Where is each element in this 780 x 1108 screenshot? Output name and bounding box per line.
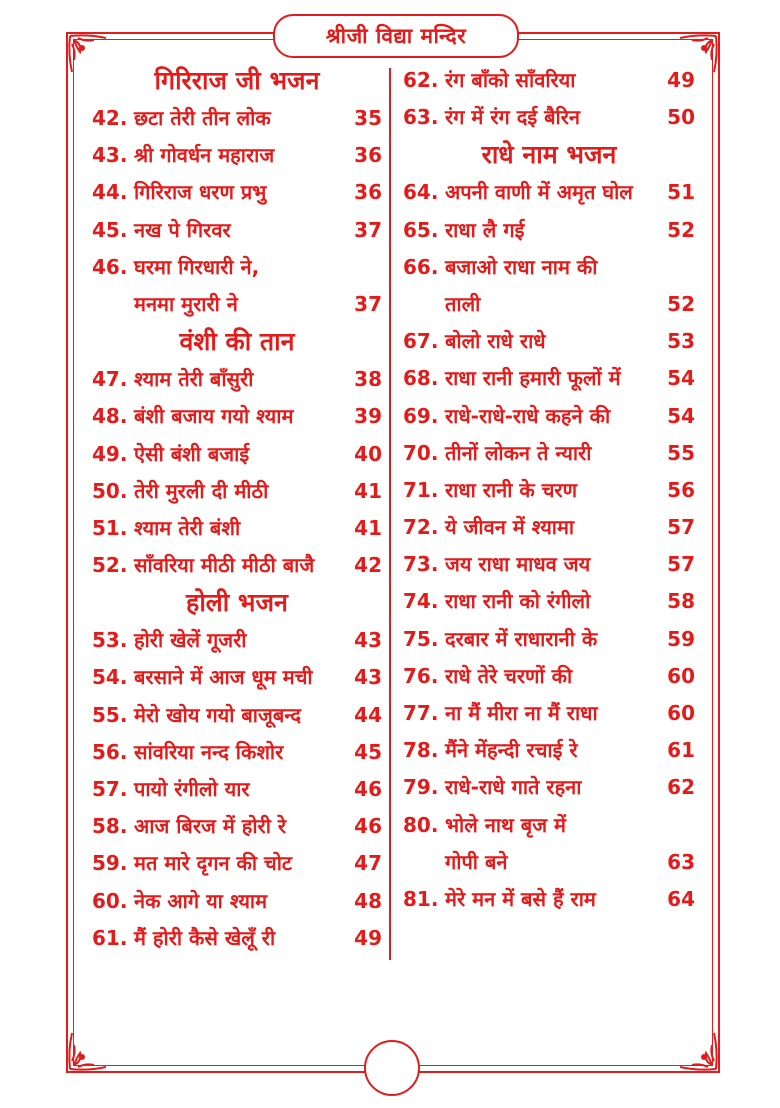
toc-entry-num: 53. [92, 628, 128, 653]
toc-entry-num: 81. [403, 886, 439, 911]
toc-entry-page: 49 [354, 925, 382, 950]
toc-entry [403, 583, 695, 620]
toc-entry-page: 52 [667, 217, 695, 242]
toc-entry-title: ताली [445, 291, 481, 316]
toc-entry-page: 51 [667, 180, 695, 205]
toc-entry-num: 58. [92, 814, 128, 839]
toc-entry [92, 771, 382, 808]
toc-entry [92, 212, 382, 249]
toc-entry [92, 174, 382, 211]
toc-entry-num: 66. [403, 254, 439, 279]
toc-entry-num: 63. [403, 105, 439, 130]
toc-entry-page: 48 [354, 888, 382, 913]
toc-entry-num: 78. [403, 738, 439, 763]
toc-entry-title: नेक आगे या श्याम [134, 888, 268, 913]
toc-entry-num: 44. [92, 180, 128, 205]
toc-entry-num: 54. [92, 665, 128, 690]
toc-entry-title: मेरे मन में बसे हैं राम [445, 886, 596, 911]
toc-entry-page: 47 [354, 851, 382, 876]
toc-entry [92, 510, 382, 547]
toc-entry [403, 62, 695, 99]
toc-entry [92, 659, 382, 696]
toc-entry-page: 37 [354, 217, 382, 242]
toc-entry-num: 55. [92, 702, 128, 727]
section-heading: गिरिराज जी भजन [154, 66, 320, 95]
toc-entry-title: ये जीवन में श्यामा [445, 515, 575, 540]
toc-entry [403, 323, 695, 360]
toc-entry-page: 60 [667, 663, 695, 688]
toc-entry-title: मैंने मेंहन्दी रचाई रे [445, 738, 578, 763]
toc-entry-num: 56. [92, 739, 128, 764]
toc-entry-num: 46. [92, 254, 128, 279]
toc-entry-title: छटा तेरी तीन लोक [134, 106, 271, 130]
toc-entry [92, 845, 382, 882]
toc-entry-title: श्याम तेरी बंशी [134, 515, 241, 540]
toc-entry-num: 69. [403, 403, 439, 428]
toc-entry-page: 60 [667, 701, 695, 725]
toc-entry-title: राधे तेरे चरणों की [445, 663, 573, 688]
toc-entry [403, 546, 695, 583]
toc-entry [403, 472, 695, 509]
toc-entry-num: 60. [92, 888, 128, 913]
toc-entry-page: 41 [354, 478, 382, 503]
toc-entry [403, 807, 695, 844]
toc-entry [403, 881, 695, 918]
toc-entry-num: 79. [403, 775, 439, 800]
toc-entry-title: दरबार में राधारानी के [445, 626, 598, 651]
toc-entry-title: गिरिराज धरण प्रभु [134, 180, 267, 205]
toc-entry-num: 49. [92, 441, 128, 466]
toc-entry [403, 360, 695, 397]
toc-entry-title: आज बिरज में होरी रे [134, 814, 287, 839]
toc-entry-num: 42. [92, 106, 128, 130]
toc-entry [403, 249, 695, 286]
toc-entry-page: 36 [354, 143, 382, 168]
toc-entry-title: ना मैं मीरा ना मैं राधा [445, 701, 598, 725]
toc-entry [403, 174, 695, 211]
toc-entry-num: 71. [403, 477, 439, 502]
toc-entry-page: 58 [667, 589, 695, 614]
toc-entry-title: नख पे गिरवर [134, 217, 231, 242]
toc-entry [403, 435, 695, 472]
footer-circle-ornament [364, 1040, 420, 1096]
toc-entry-page: 57 [667, 515, 695, 540]
toc-entry [92, 137, 382, 174]
toc-entry-title: पायो रंगीलो यार [134, 777, 250, 801]
toc-entry [92, 436, 382, 473]
toc-entry-page: 52 [667, 291, 695, 316]
toc-entry-title: राधा रानी को रंगीलो [445, 589, 591, 614]
section-heading: वंशी की तान [179, 327, 295, 357]
toc-entry [403, 621, 695, 658]
toc-entry-num: 62. [403, 68, 439, 92]
toc-entry-page: 63 [667, 849, 695, 874]
toc-entry [92, 697, 382, 734]
toc-entry-num: 75. [403, 626, 439, 651]
toc-entry-page: 56 [667, 477, 695, 502]
toc-entry-title: बोलो राधे राधे [445, 329, 546, 354]
toc-entry-num: 47. [92, 367, 128, 392]
toc-entry-title: सांवरिया नन्द किशोर [134, 739, 284, 764]
corner-ornament-icon [676, 1029, 720, 1073]
toc-entry [92, 249, 382, 286]
right-column [403, 62, 695, 918]
toc-entry-title: घरमा गिरधारी ने, [134, 254, 260, 279]
toc-entry [403, 732, 695, 769]
toc-entry-page: 62 [667, 775, 695, 800]
left-column [92, 62, 382, 957]
toc-entry-num: 48. [92, 404, 128, 429]
toc-entry-num: 65. [403, 217, 439, 242]
corner-ornament-icon [66, 1029, 110, 1073]
toc-entry-num: 70. [403, 440, 439, 465]
toc-entry-page: 42 [354, 553, 382, 578]
toc-entry-title: भोले नाथ बृज में [445, 812, 566, 837]
toc-entry-num: 43. [92, 143, 128, 168]
toc-entry-num: 57. [92, 777, 128, 801]
toc-entry-num: 64. [403, 180, 439, 205]
toc-entry [92, 808, 382, 845]
toc-entry [403, 844, 695, 881]
toc-entry-title: राधे-राधे गाते रहना [445, 775, 582, 800]
toc-entry [403, 398, 695, 435]
toc-entry-title: मत मारे दृगन की चोट [134, 851, 293, 876]
toc-entry-page: 36 [354, 180, 382, 205]
toc-entry [403, 99, 695, 136]
toc-entry-num: 52. [92, 553, 128, 578]
toc-entry-page: 43 [354, 628, 382, 653]
toc-entry-page: 43 [354, 665, 382, 690]
column-divider [389, 68, 391, 960]
toc-entry-title: गोपी बने [445, 849, 508, 874]
toc-entry-page: 55 [667, 440, 695, 465]
toc-entry [92, 883, 382, 920]
toc-entry-title: जय राधा माधव जय [445, 552, 591, 577]
toc-entry-num: 51. [92, 515, 128, 540]
toc-entry-title: श्री गोवर्धन महाराज [134, 143, 275, 168]
toc-entry-page: 40 [354, 441, 382, 466]
toc-entry-page: 46 [354, 777, 382, 801]
toc-entry [403, 212, 695, 249]
toc-entry-title: ऐसी बंशी बजाई [134, 441, 250, 466]
toc-entry [92, 286, 382, 323]
toc-entry-title: राधे-राधे-राधे कहने की [445, 403, 611, 428]
page-header-title: श्रीजी विद्या मन्दिर [273, 14, 519, 58]
section-heading: होली भजन [186, 588, 288, 618]
toc-entry-title: बरसाने में आज धूम मची [134, 665, 313, 690]
toc-entry-title: साँवरिया मीठी मीठी बाजै [134, 553, 315, 578]
toc-entry-num: 76. [403, 663, 439, 688]
toc-entry-page: 64 [667, 886, 695, 911]
toc-entry-num: 50. [92, 478, 128, 503]
toc-entry-page: 46 [354, 814, 382, 839]
toc-entry-num: 61. [92, 925, 128, 950]
toc-entry [92, 622, 382, 659]
toc-entry-page: 59 [667, 626, 695, 651]
toc-entry [403, 509, 695, 546]
toc-entry [403, 658, 695, 695]
toc-entry-title: श्याम तेरी बाँसुरी [134, 367, 254, 392]
toc-entry-page: 41 [354, 515, 382, 540]
toc-entry-page: 50 [667, 105, 695, 130]
toc-entry-title: मैं होरी कैसे खेलूँ री [134, 925, 276, 950]
toc-entry-num: 77. [403, 701, 439, 725]
toc-entry-page: 44 [354, 702, 382, 727]
toc-entry-num: 73. [403, 552, 439, 577]
toc-entry-title: मेरो खोय गयो बाजूबन्द [134, 702, 302, 727]
toc-entry-title: तीनों लोकन ते न्यारी [445, 440, 592, 465]
toc-entry-num: 67. [403, 329, 439, 354]
toc-entry-page: 57 [667, 552, 695, 577]
toc-entry-title: राधा रानी के चरण [445, 477, 578, 502]
toc-entry-page: 53 [667, 329, 695, 354]
toc-entry-page: 35 [354, 106, 382, 130]
toc-entry-title: बजाओ राधा नाम की [445, 254, 598, 279]
toc-entry-num: 45. [92, 217, 128, 242]
toc-entry-page: 61 [667, 738, 695, 763]
toc-entry-num: 59. [92, 851, 128, 876]
toc-entry-title: बंशी बजाय गयो श्याम [134, 404, 294, 429]
toc-entry [92, 398, 382, 435]
toc-entry-title: रंग बाँको साँवरिया [445, 68, 576, 92]
toc-entry-page: 37 [354, 291, 382, 316]
toc-entry [403, 286, 695, 323]
toc-entry-title: होरी खेलें गूजरी [134, 628, 247, 653]
toc-entry-num: 74. [403, 589, 439, 614]
toc-entry-title: रंग में रंग दई बैरिन [445, 105, 581, 130]
toc-entry-title: तेरी मुरली दी मीठी [134, 478, 269, 503]
toc-entry [92, 734, 382, 771]
toc-entry [92, 100, 382, 137]
section-heading: राधे नाम भजन [481, 140, 617, 170]
toc-entry-page: 38 [354, 367, 382, 392]
toc-entry [92, 920, 382, 957]
toc-entry [92, 473, 382, 510]
toc-entry-num: 68. [403, 366, 439, 391]
toc-entry-page: 39 [354, 404, 382, 429]
toc-entry-title: राधा रानी हमारी फूलों में [445, 366, 621, 391]
toc-entry [403, 769, 695, 806]
toc-entry [92, 547, 382, 584]
toc-entry [403, 695, 695, 732]
toc-entry-num: 72. [403, 515, 439, 540]
toc-entry-page: 54 [667, 366, 695, 391]
toc-entry-title: अपनी वाणी में अमृत घोल [445, 180, 633, 205]
toc-entry [92, 361, 382, 398]
toc-entry-page: 45 [354, 739, 382, 764]
toc-entry-num: 80. [403, 812, 439, 837]
toc-entry-page: 54 [667, 403, 695, 428]
toc-entry-title: राधा लै गई [445, 217, 525, 242]
toc-entry-page: 49 [667, 68, 695, 92]
toc-entry-title: मनमा मुरारी ने [134, 291, 238, 316]
